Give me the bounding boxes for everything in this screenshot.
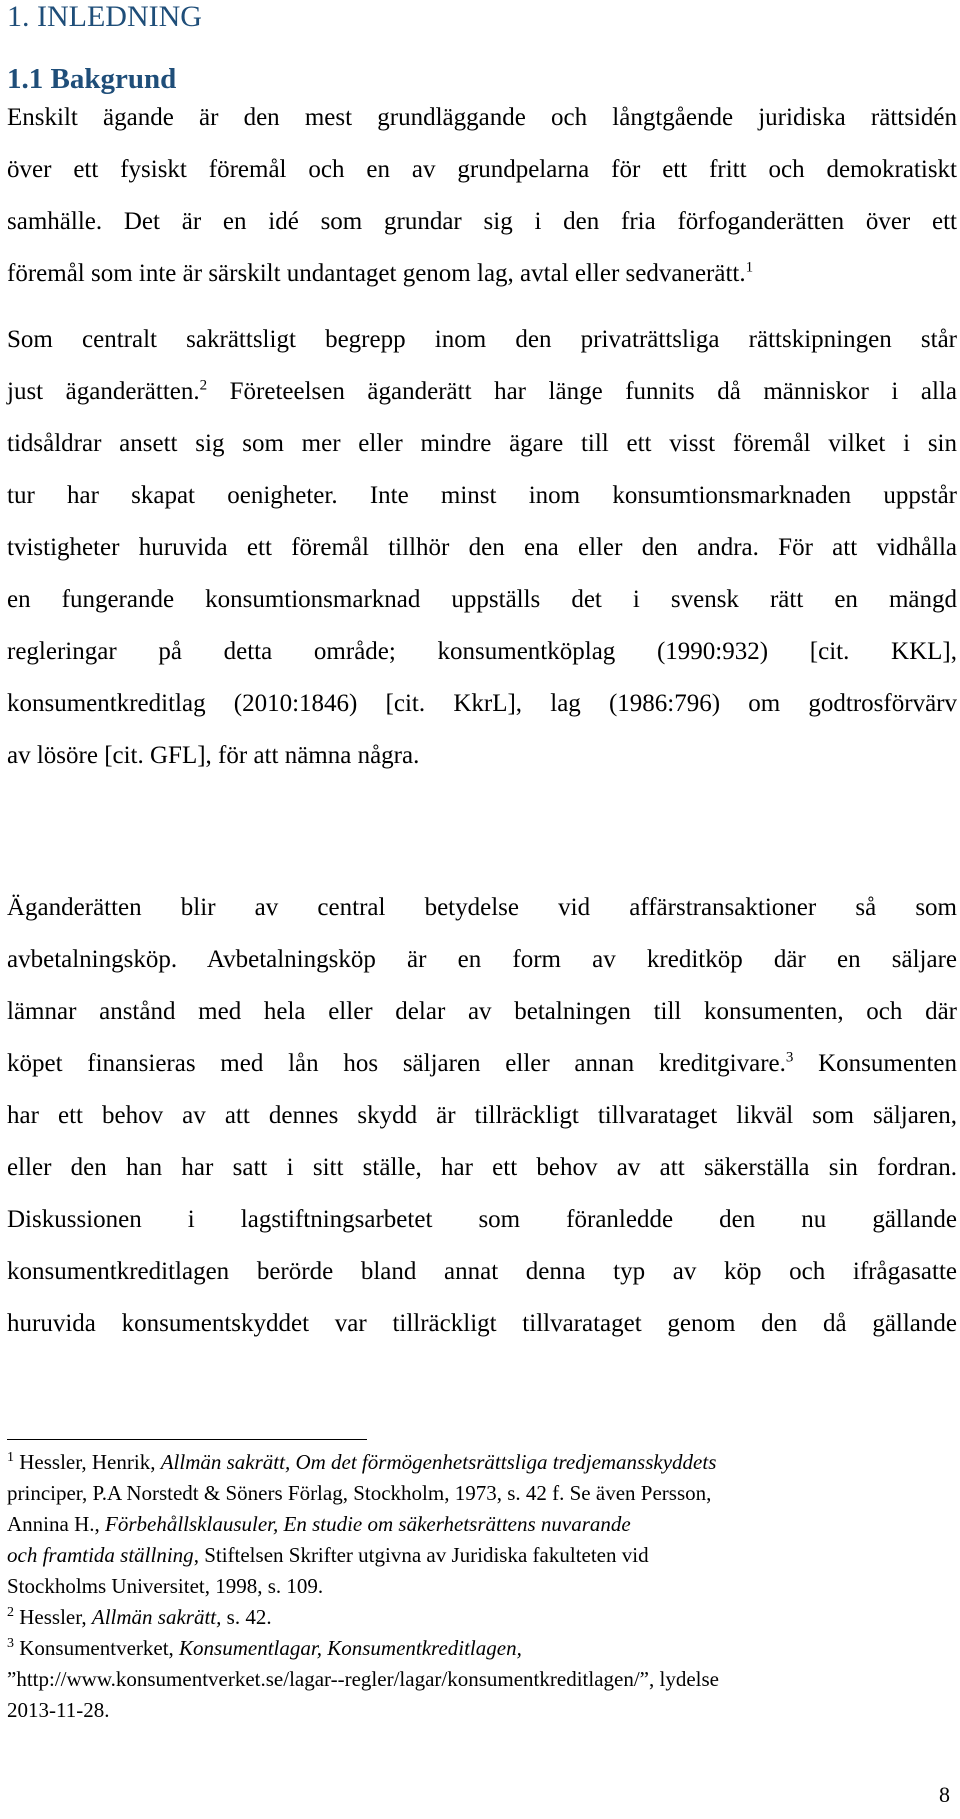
- footnote-text: Hessler,: [14, 1605, 92, 1629]
- text-line: samhälle. Det är en idé som grundar sig i den fria förfoganderätten över ett: [7, 208, 957, 235]
- text-line: av lösöre [cit. GFL], för att nämna några.: [7, 742, 420, 769]
- footnote-text: s. 42.: [221, 1605, 272, 1629]
- text-line: har ett behov av att dennes skydd är tillräckligt tillvarataget likväl som säljaren,: [7, 1102, 957, 1129]
- text-line: [7, 1038, 957, 1090]
- footnote-text: Hessler, Henrik,: [14, 1450, 161, 1474]
- text-line: konsumentkreditlag (2010:1846) [cit. KkrL], lag (1986:796) om godtrosförvärv: [7, 690, 957, 717]
- text-line: eller den han har satt i sitt ställe, har ett behov av att säkerställa sin fordran.: [7, 1154, 957, 1181]
- footnote-line: Stockholms Universitet, 1998, s. 109.: [7, 1574, 324, 1598]
- footnote-text: Annina H.,: [7, 1512, 105, 1536]
- footnote-ref: 1: [745, 259, 754, 276]
- text-line: [7, 366, 957, 418]
- footnote-number: 2: [7, 1605, 14, 1620]
- footnote-line: [7, 1602, 957, 1633]
- footnote-title: och framtida ställning: [7, 1543, 194, 1567]
- footnote-title: Konsumentlagar, Konsumentkreditlagen,: [179, 1636, 522, 1660]
- document-page: [7, 0, 957, 1819]
- text-segment: köpet finansieras med lån hos säljaren eller annan kreditgivare.: [7, 1050, 786, 1077]
- footnote-title: Förbehållsklausuler, En studie om säkerhetsrättens nuvarande: [105, 1512, 631, 1536]
- footnote-line: [7, 1447, 957, 1478]
- footnote-title: Allmän sakrätt, Om det förmögenhetsrättsliga tredjemansskyddets: [160, 1450, 717, 1474]
- footnotes: [7, 1447, 957, 1726]
- text-segment: Konsumenten: [793, 1050, 957, 1077]
- text-line: tvistigheter huruvida ett föremål tillhör den ena eller den andra. För att vidhålla: [7, 534, 957, 561]
- footnote-separator: [7, 1439, 367, 1440]
- footnote-ref: 2: [199, 377, 208, 394]
- heading-inledning: 1. INLEDNING: [7, 0, 202, 33]
- footnote-text: , Stiftelsen Skrifter utgivna av Juridiska fakulteten vid: [193, 1543, 649, 1567]
- footnote-ref: 3: [785, 1049, 794, 1066]
- footnote-text: Konsumentverket,: [14, 1636, 180, 1660]
- footnote-line: principer, P.A Norstedt & Söners Förlag, Stockholm, 1973, s. 42 f. Se även Persson,: [7, 1481, 712, 1505]
- footnote-line: [7, 1509, 957, 1540]
- text-segment: föremål som inte är särskilt undantaget genom lag, avtal eller sedvanerätt.: [7, 260, 746, 287]
- text-line: [7, 248, 957, 300]
- text-line: huruvida konsumentskyddet var tillräckligt tillvarataget genom den då gällande: [7, 1310, 957, 1337]
- heading-bakgrund: 1.1 Bakgrund: [7, 63, 177, 95]
- text-line: en fungerande konsumtionsmarknad uppställs det i svensk rätt en mängd: [7, 586, 957, 613]
- footnote-number: 3: [7, 1636, 14, 1651]
- text-segment: Företeelsen äganderätt har länge funnits då människor i alla: [207, 378, 957, 405]
- text-line: tur har skapat oenigheter. Inte minst inom konsumtionsmarknaden uppstår: [7, 482, 957, 509]
- page-number: 8: [939, 1782, 950, 1807]
- text-segment: just äganderätten.: [7, 378, 200, 405]
- text-line: Diskussionen i lagstiftningsarbetet som föranledde den nu gällande: [7, 1206, 957, 1233]
- footnote-line: [7, 1633, 957, 1664]
- footnote-line: 2013-11-28.: [7, 1698, 110, 1722]
- text-line: Som centralt sakrättsligt begrepp inom den privaträttsliga rättskipningen står: [7, 326, 957, 353]
- paragraph-3: [7, 882, 957, 1350]
- footnote-number: 1: [7, 1450, 14, 1465]
- text-line: Äganderätten blir av central betydelse vid affärstransaktioner så som: [7, 894, 957, 921]
- text-line: lämnar anstånd med hela eller delar av betalningen till konsumenten, och där: [7, 998, 957, 1025]
- footnote-title: Allmän sakrätt,: [91, 1605, 222, 1629]
- paragraph-2: [7, 314, 957, 782]
- paragraph-1: [7, 92, 957, 300]
- footnote-line: ”http://www.konsumentverket.se/lagar--regler/lagar/konsumentkreditlagen/”, lydelse: [7, 1667, 719, 1691]
- text-line: avbetalningsköp. Avbetalningsköp är en form av kreditköp där en säljare: [7, 946, 957, 973]
- text-line: konsumentkreditlagen berörde bland annat denna typ av köp och ifrågasatte: [7, 1258, 957, 1285]
- text-line: Enskilt ägande är den mest grundläggande och långtgående juridiska rättsidén: [7, 104, 957, 131]
- text-line: över ett fysiskt föremål och en av grundpelarna för ett fritt och demokratiskt: [7, 156, 957, 183]
- text-line: tidsåldrar ansett sig som mer eller mindre ägare till ett visst föremål vilket i sin: [7, 430, 957, 457]
- text-line: regleringar på detta område; konsumentköplag (1990:932) [cit. KKL],: [7, 638, 957, 665]
- footnote-line: [7, 1540, 957, 1571]
